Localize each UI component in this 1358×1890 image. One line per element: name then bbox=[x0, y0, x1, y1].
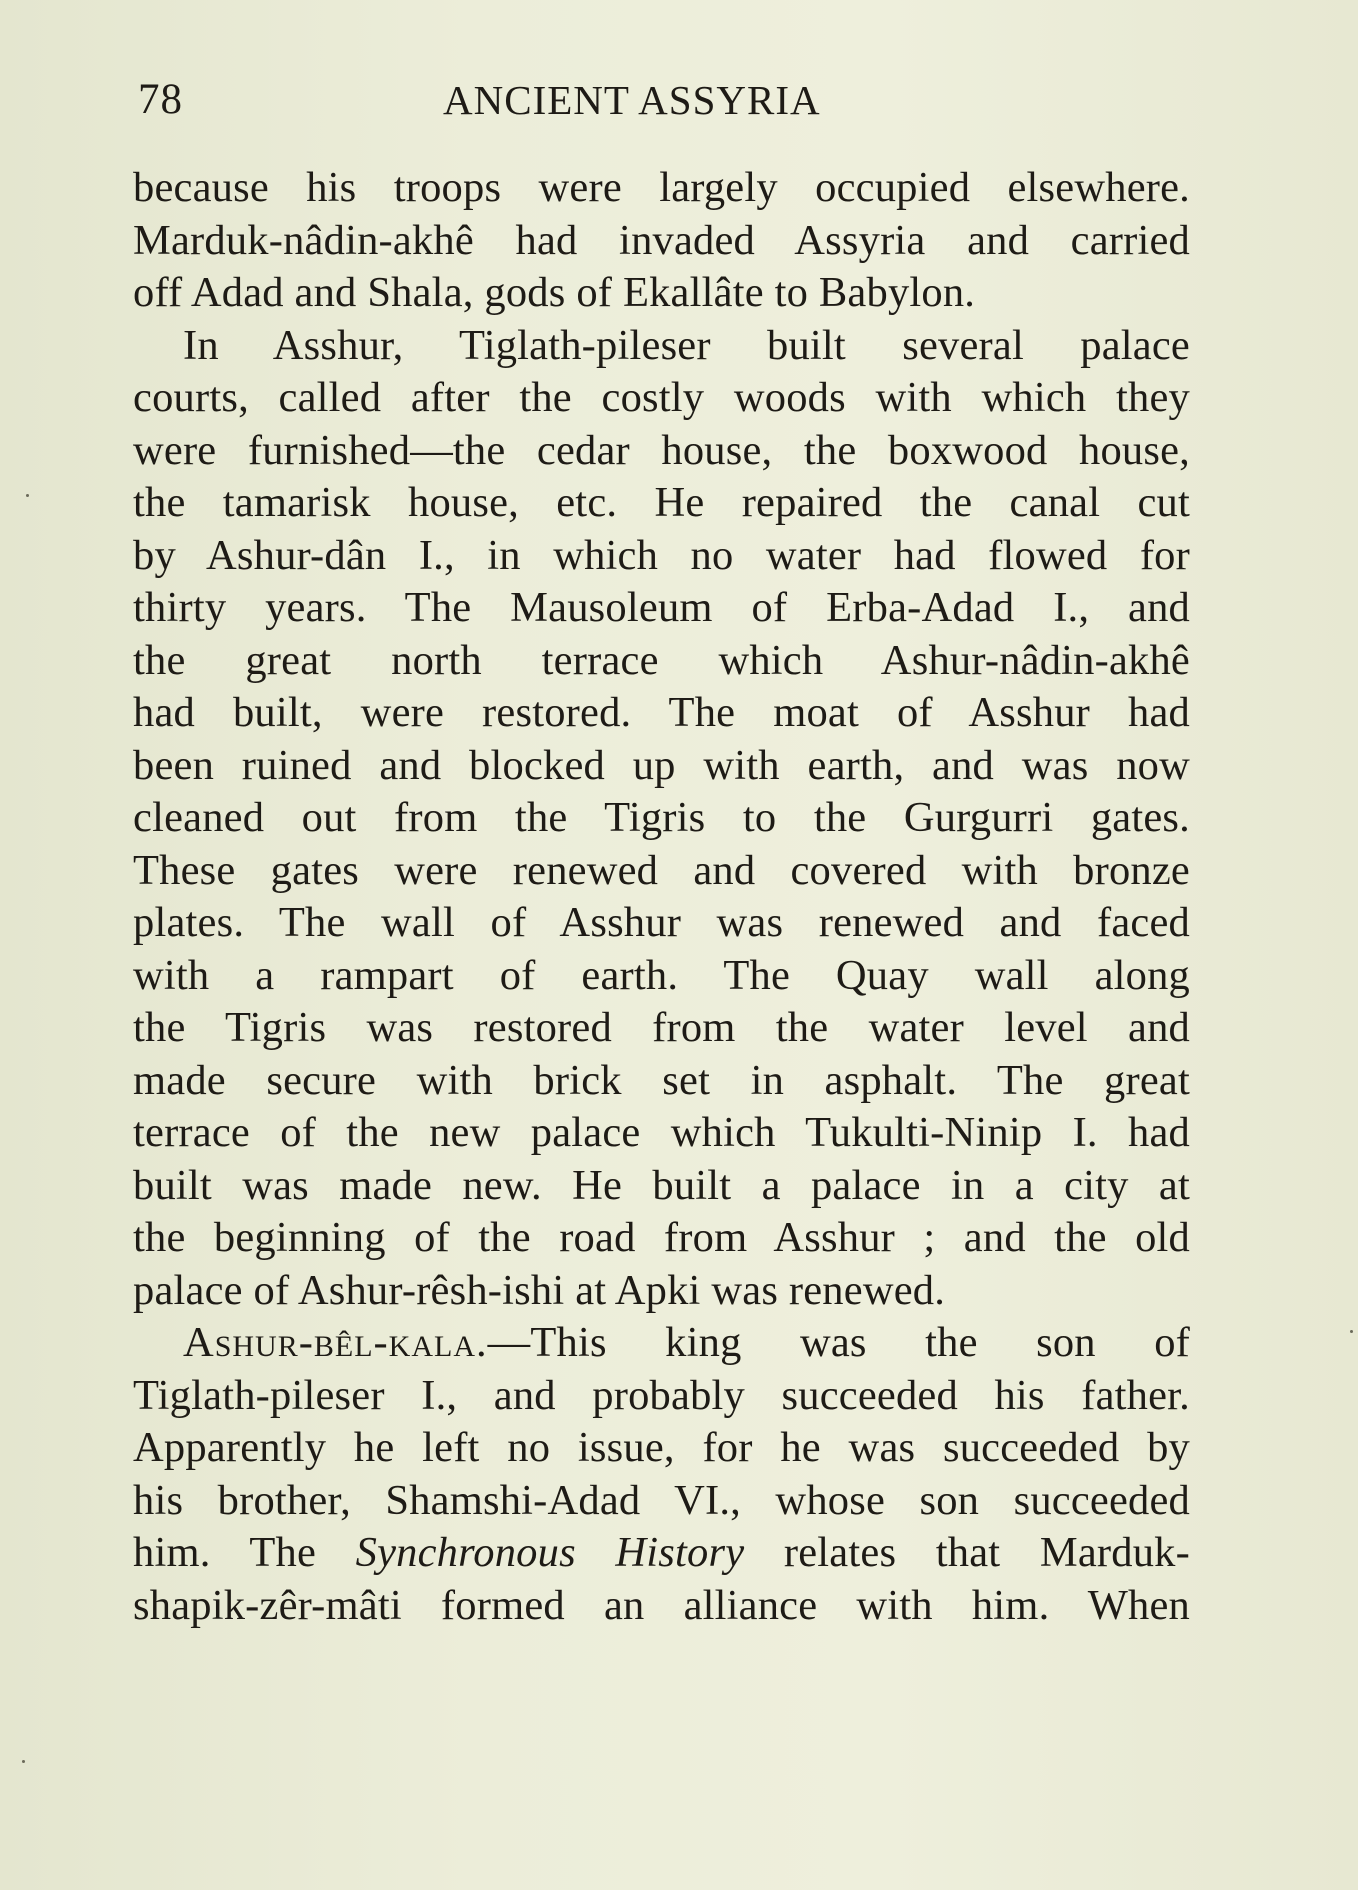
text-line: were furnished—the cedar house, the boxwood house, bbox=[133, 426, 1190, 474]
text-line: the tamarisk house, etc. He repaired the canal cut bbox=[133, 479, 1190, 526]
running-title: ANCIENT ASSYRIA bbox=[443, 77, 821, 123]
page-header bbox=[138, 70, 1193, 130]
text-line: plates. The wall of Asshur was renewed and faced bbox=[133, 899, 1190, 946]
text-line: with a rampart of earth. The Quay wall along bbox=[133, 951, 1190, 999]
text-line: Tiglath-pileser I., and probably succeeded his father. bbox=[133, 1371, 1190, 1419]
text-line: off Adad and Shala, gods of Ekallâte to Babylon. bbox=[133, 269, 976, 316]
text-line: the beginning of the road from Asshur ; and the old bbox=[133, 1214, 1190, 1261]
section-heading-name: Ashur-bêl-kala. bbox=[183, 1319, 488, 1366]
italic-title: Synchronous History bbox=[355, 1529, 745, 1576]
italic-line-after: relates that Marduk- bbox=[744, 1529, 1190, 1576]
text-line-with-italic bbox=[133, 1527, 1190, 1580]
text-line: thirty years. The Mausoleum of Erba-Adad I., and bbox=[133, 584, 1190, 631]
paper-speck bbox=[26, 494, 29, 497]
text-line: These gates were renewed and covered with bronze bbox=[133, 846, 1190, 894]
text-line: the Tigris was restored from the water level and bbox=[133, 1004, 1190, 1051]
text-line: cleaned out from the Tigris to the Gurgurri gates. bbox=[133, 794, 1190, 841]
text-line: Apparently he left no issue, for he was succeeded by bbox=[133, 1424, 1190, 1471]
section-heading-line bbox=[133, 1317, 1190, 1370]
text-line: courts, called after the costly woods with which they bbox=[133, 374, 1190, 421]
text-line: palace of Ashur-rêsh-ishi at Apki was renewed. bbox=[133, 1266, 946, 1314]
text-line: built was made new. He built a palace in a city at bbox=[133, 1161, 1190, 1209]
text-line: had built, were restored. The moat of Asshur had bbox=[133, 689, 1190, 736]
text-line: been ruined and blocked up with earth, and was now bbox=[133, 741, 1190, 789]
text-line: his brother, Shamshi-Adad VI., whose son succeeded bbox=[133, 1476, 1190, 1524]
text-line: shapik-zêr-mâti formed an alliance with him. When bbox=[133, 1581, 1190, 1629]
page-number: 78 bbox=[138, 76, 183, 123]
text-line: the great north terrace which Ashur-nâdin-akhê bbox=[133, 636, 1190, 684]
text-line: by Ashur-dân I., in which no water had flowed for bbox=[133, 531, 1190, 579]
text-line: Marduk-nâdin-akhê had invaded Assyria and carried bbox=[133, 216, 1190, 264]
body-text bbox=[133, 162, 1190, 1632]
section-heading-rest: —This king was the son of bbox=[487, 1319, 1190, 1366]
text-line: because his troops were largely occupied elsewhere. bbox=[133, 164, 1190, 211]
paper-speck bbox=[22, 1760, 25, 1763]
paragraph-start-line: In Asshur, Tiglath-pileser built several palace bbox=[183, 321, 1190, 369]
text-line: made secure with brick set in asphalt. The great bbox=[133, 1056, 1190, 1104]
text-line: terrace of the new palace which Tukulti-Ninip I. had bbox=[133, 1109, 1190, 1156]
paper-speck bbox=[1350, 1330, 1353, 1333]
italic-line-before: him. The bbox=[133, 1529, 356, 1576]
